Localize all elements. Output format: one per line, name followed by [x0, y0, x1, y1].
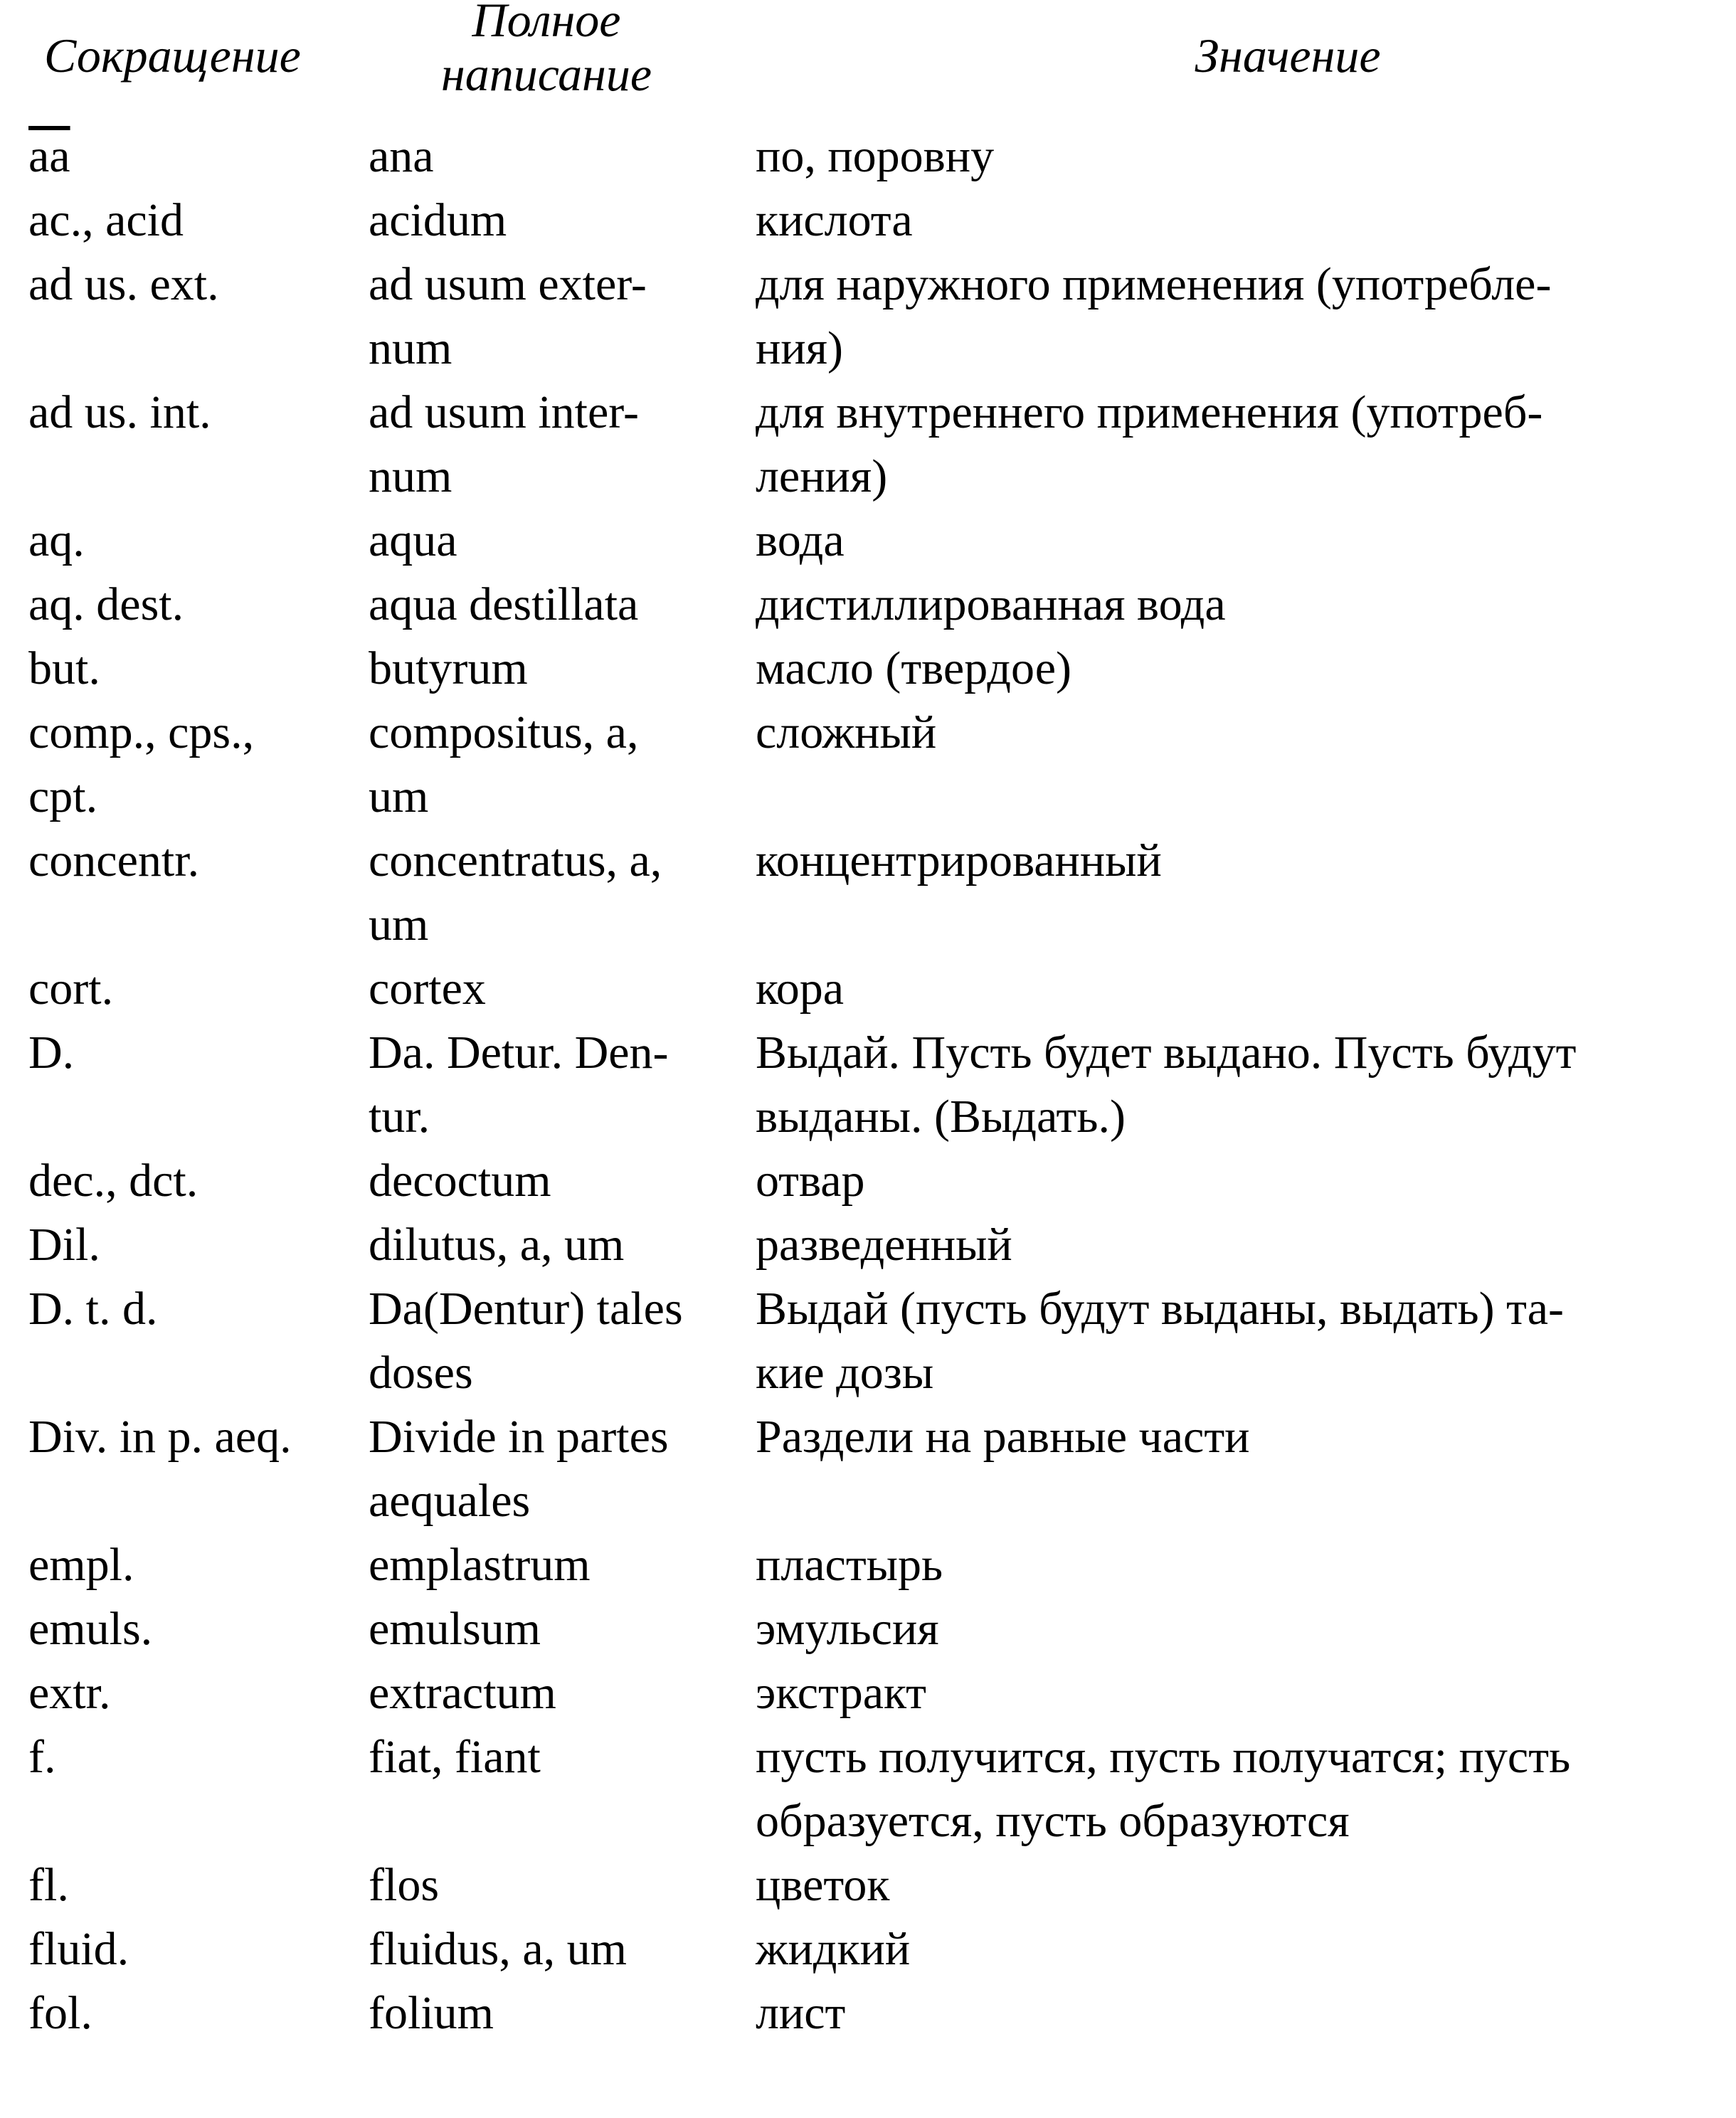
table-row	[0, 1725, 1736, 1853]
cell-abbreviation: extr.	[28, 1667, 111, 1719]
cell-abbreviation: $\overline{aa}$	[28, 130, 70, 182]
cell-meaning: Раздели на равные части	[756, 1411, 1250, 1463]
cell-meaning: концентрированный	[756, 835, 1162, 886]
cell-abbreviation: ad us. int.	[28, 386, 211, 438]
cell-abbreviation: f.	[28, 1731, 56, 1783]
cell-meaning: отвар	[756, 1155, 865, 1207]
cell-full: butyrum	[369, 642, 528, 694]
table-row	[0, 957, 1736, 1021]
cell-full: decoctum	[369, 1155, 551, 1207]
cell-meaning: по, поровну	[756, 130, 995, 182]
cell-full: aqua	[369, 514, 457, 566]
cell-meaning: для внутреннего применения (употреб- ления)	[756, 386, 1543, 502]
cell-meaning: дистиллированная вода	[756, 578, 1226, 630]
table-row	[0, 189, 1736, 253]
cell-abbreviation: D. t. d.	[28, 1283, 158, 1335]
cell-abbreviation: empl.	[28, 1539, 134, 1591]
cell-abbreviation: fluid.	[28, 1923, 129, 1975]
cell-full: flos	[369, 1859, 439, 1911]
cell-abbreviation: cort.	[28, 963, 114, 1015]
table-row	[0, 1853, 1736, 1917]
header-full-line1: Полное	[472, 0, 621, 47]
cell-abbreviation: D.	[28, 1027, 75, 1079]
cell-full: Divide in partes aequales	[369, 1411, 669, 1527]
table-row	[0, 509, 1736, 573]
table-row	[0, 637, 1736, 701]
cell-full: extractum	[369, 1667, 556, 1719]
table-row	[0, 701, 1736, 829]
cell-meaning: экстракт	[756, 1667, 927, 1719]
cell-abbreviation: concentr.	[28, 835, 200, 886]
header-full-line2: написание	[440, 47, 652, 101]
table-row	[0, 1149, 1736, 1213]
table-row	[0, 253, 1736, 381]
cell-full: acidum	[369, 194, 507, 246]
header-full-spelling	[390, 0, 703, 101]
cell-abbreviation: but.	[28, 642, 100, 694]
cell-meaning: цветок	[756, 1859, 890, 1911]
cell-full: aqua destillata	[369, 578, 639, 630]
header-abbreviation: Сокращение	[44, 28, 301, 83]
cell-meaning: масло (твердое)	[756, 642, 1072, 694]
cell-abbreviation: Dil.	[28, 1219, 100, 1271]
cell-abbreviation: fol.	[28, 1987, 92, 2039]
table-row	[0, 1533, 1736, 1597]
cell-abbreviation: dec., dct.	[28, 1155, 199, 1207]
cell-abbreviation: Div. in p. aeq.	[28, 1411, 292, 1463]
table-row	[0, 829, 1736, 957]
cell-abbreviation: ad us. ext.	[28, 258, 219, 310]
cell-meaning: сложный	[756, 706, 937, 758]
cell-full: emulsum	[369, 1603, 541, 1655]
cell-full: compositus, a, um	[369, 706, 639, 822]
abbreviation-table	[0, 125, 1736, 2045]
table-row	[0, 1021, 1736, 1149]
table-row	[0, 1661, 1736, 1725]
table-row	[0, 573, 1736, 637]
cell-abbreviation: fl.	[28, 1859, 69, 1911]
table-row	[0, 1917, 1736, 1981]
table-row	[0, 1981, 1736, 2045]
cell-full: fluidus, a, um	[369, 1923, 627, 1975]
cell-meaning: пластырь	[756, 1539, 943, 1591]
cell-meaning: разведенный	[756, 1219, 1012, 1271]
cell-abbreviation: aq. dest.	[28, 578, 184, 630]
table-row	[0, 1277, 1736, 1405]
table-row	[0, 381, 1736, 509]
cell-meaning: эмульсия	[756, 1603, 939, 1655]
cell-full: fiat, fiant	[369, 1731, 541, 1783]
cell-meaning: пусть получится, пусть получатся; пусть образуется, пусть образуются	[756, 1731, 1571, 1847]
header-meaning: Значение	[1195, 28, 1381, 83]
cell-full: ad usum inter- num	[369, 386, 639, 502]
cell-meaning: для наружного применения (употребле- ния)	[756, 258, 1552, 374]
cell-abbreviation: aq.	[28, 514, 85, 566]
cell-abbreviation: ac., acid	[28, 194, 184, 246]
cell-full: ad usum exter- num	[369, 258, 647, 374]
table-row	[0, 1597, 1736, 1661]
cell-full: cortex	[369, 963, 486, 1015]
table-header	[0, 0, 1736, 125]
cell-abbreviation: emuls.	[28, 1603, 153, 1655]
cell-full: dilutus, a, um	[369, 1219, 625, 1271]
table-row	[0, 1213, 1736, 1277]
cell-meaning: кислота	[756, 194, 913, 246]
cell-meaning: Выдай. Пусть будет выдано. Пусть будут выданы. (Выдать.)	[756, 1027, 1577, 1143]
cell-meaning: кора	[756, 963, 845, 1015]
cell-meaning: лист	[756, 1987, 846, 2039]
cell-full: concentratus, a, um	[369, 835, 662, 951]
cell-meaning: жидкий	[756, 1923, 911, 1975]
table-row	[0, 125, 1736, 189]
cell-meaning: Выдай (пусть будут выданы, выдать) та- кие дозы	[756, 1283, 1564, 1399]
cell-full: ana	[369, 130, 434, 182]
cell-full: folium	[369, 1987, 494, 2039]
cell-abbreviation: comp., cps., cpt.	[28, 706, 255, 822]
cell-full: Da. Detur. Den- tur.	[369, 1027, 669, 1143]
cell-full: Da(Dentur) tales doses	[369, 1283, 683, 1399]
cell-meaning: вода	[756, 514, 845, 566]
cell-full: emplastrum	[369, 1539, 591, 1591]
table-row	[0, 1405, 1736, 1533]
